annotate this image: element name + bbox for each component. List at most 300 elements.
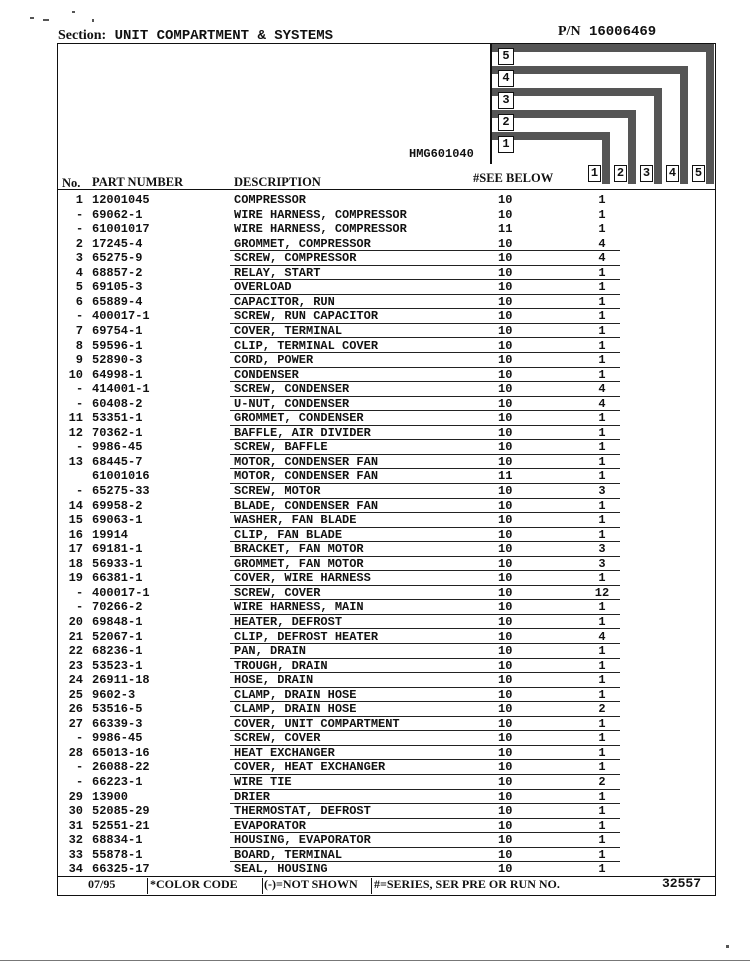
quantity-value: 1 <box>598 513 606 528</box>
section-title: UNIT COMPARTMENT & SYSTEMS <box>114 28 334 44</box>
column-label-3: 3 <box>640 165 653 182</box>
quantity-value: 1 <box>598 716 606 731</box>
table-row <box>0 731 750 746</box>
table-row <box>0 528 750 543</box>
quantity-value: 1 <box>598 673 606 688</box>
part-description: WIRE HARNESS, MAIN <box>234 600 364 615</box>
item-number: 22 <box>68 644 83 659</box>
part-number: 59596-1 <box>92 338 143 353</box>
series-value: 10 <box>498 804 513 819</box>
pn-value: 16006469 <box>588 24 657 40</box>
series-value: 10 <box>498 425 513 440</box>
part-description: GROMMET, FAN MOTOR <box>234 556 364 571</box>
part-number: 69754-1 <box>92 323 143 338</box>
quantity-value: 3 <box>598 542 606 557</box>
item-number: - <box>76 309 84 324</box>
quantity-value: 1 <box>598 687 606 702</box>
series-value: 10 <box>498 658 513 673</box>
column-label-2: 2 <box>614 165 627 182</box>
item-number: - <box>76 207 84 222</box>
table-row <box>0 600 750 615</box>
item-number: 15 <box>68 513 83 528</box>
series-value: 10 <box>498 353 513 368</box>
table-row <box>0 368 750 383</box>
series-value: 10 <box>498 600 513 615</box>
table-row <box>0 673 750 688</box>
quantity-value: 1 <box>598 411 606 426</box>
item-number: 32 <box>68 833 83 848</box>
table-row <box>0 586 750 601</box>
series-value: 10 <box>498 614 513 629</box>
item-number: 26 <box>68 702 83 717</box>
part-number: 66325-17 <box>92 862 150 877</box>
table-row <box>0 266 750 281</box>
item-number: - <box>76 775 84 789</box>
series-value: 10 <box>498 484 513 498</box>
part-number: 66381-1 <box>92 571 143 586</box>
item-number: 28 <box>68 745 83 760</box>
part-description: SCREW, RUN CAPACITOR <box>234 309 379 324</box>
quantity-value: 1 <box>598 847 606 862</box>
item-number: 11 <box>68 411 83 426</box>
item-number: 12 <box>68 425 83 440</box>
quantity-value: 1 <box>598 658 606 673</box>
series-value: 10 <box>498 833 513 848</box>
item-number: 9 <box>75 353 83 368</box>
part-number: 66223-1 <box>92 775 143 789</box>
part-number: 61001017 <box>92 222 150 237</box>
scan-speck <box>30 17 34 19</box>
part-number: 69062-1 <box>92 207 143 222</box>
part-description: EVAPORATOR <box>234 818 307 833</box>
table-row <box>0 295 750 310</box>
part-number: 65275-33 <box>92 484 150 498</box>
item-number: 10 <box>68 367 83 382</box>
part-number: 9986-45 <box>92 440 143 455</box>
table-row <box>0 848 750 863</box>
series-value: 10 <box>498 251 513 266</box>
series-value: 10 <box>498 585 513 600</box>
item-number: - <box>76 731 84 746</box>
part-number: 69105-3 <box>92 280 143 295</box>
table-row <box>0 339 750 354</box>
part-description: COVER, WIRE HARNESS <box>234 571 371 586</box>
item-number: 5 <box>75 280 83 295</box>
part-number-heading <box>558 24 656 40</box>
item-number: - <box>76 396 84 411</box>
series-value: 10 <box>498 498 513 513</box>
table-row <box>0 455 750 470</box>
item-number: 14 <box>68 498 83 513</box>
series-value: 10 <box>498 673 513 688</box>
part-description: SCREW, COVER <box>234 585 321 600</box>
part-number: 400017-1 <box>92 585 150 600</box>
part-description: HEAT EXCHANGER <box>234 745 335 760</box>
part-description: SCREW, CONDENSER <box>234 382 350 397</box>
item-number: 30 <box>68 804 83 819</box>
quantity-value: 1 <box>598 862 606 877</box>
quantity-value: 1 <box>598 527 606 542</box>
part-number: 9602-3 <box>92 687 136 702</box>
quantity-value: 1 <box>598 338 606 353</box>
column-header-series: #SEE BELOW <box>473 171 554 185</box>
part-description: SCREW, COVER <box>234 731 321 746</box>
table-row <box>0 499 750 514</box>
table-row <box>0 557 750 572</box>
part-number: 53351-1 <box>92 411 143 426</box>
part-number: 52890-3 <box>92 353 143 368</box>
part-description: PAN, DRAIN <box>234 644 307 659</box>
table-row <box>0 222 750 237</box>
item-number: - <box>76 222 84 237</box>
part-number: 61001016 <box>92 469 150 484</box>
part-description: WIRE TIE <box>234 775 292 789</box>
item-number: 2 <box>75 236 83 251</box>
part-number: 65013-16 <box>92 745 150 760</box>
quantity-value: 1 <box>598 353 606 368</box>
series-value: 10 <box>498 411 513 426</box>
part-description: CLAMP, DRAIN HOSE <box>234 702 357 717</box>
series-value: 10 <box>498 687 513 702</box>
part-number: 68857-2 <box>92 265 143 280</box>
footer-divider <box>147 878 148 894</box>
part-number: 65275-9 <box>92 251 143 266</box>
series-value: 10 <box>498 527 513 542</box>
item-number: 18 <box>68 556 83 571</box>
series-value: 10 <box>498 556 513 571</box>
part-number: 70362-1 <box>92 425 143 440</box>
quantity-value: 1 <box>598 294 606 309</box>
table-row <box>0 353 750 368</box>
part-description: BRACKET, FAN MOTOR <box>234 542 364 557</box>
part-description: SCREW, BAFFLE <box>234 440 328 455</box>
part-number: 69958-2 <box>92 498 143 513</box>
part-description: OVERLOAD <box>234 280 292 295</box>
item-number: 31 <box>68 818 83 833</box>
item-number: 23 <box>68 658 83 673</box>
table-row <box>0 440 750 455</box>
series-value: 10 <box>498 775 513 789</box>
quantity-value: 1 <box>598 265 606 280</box>
part-description: CORD, POWER <box>234 353 314 368</box>
item-number: 4 <box>75 265 83 280</box>
scan-speck <box>72 11 75 13</box>
series-value: 10 <box>498 745 513 760</box>
table-row <box>0 746 750 761</box>
quantity-value: 4 <box>598 382 606 397</box>
quantity-value: 1 <box>598 600 606 615</box>
part-description: BOARD, TERMINAL <box>234 847 343 862</box>
series-value: 10 <box>498 294 513 309</box>
scan-speck <box>726 945 729 948</box>
series-value: 10 <box>498 338 513 353</box>
part-description: SCREW, MOTOR <box>234 484 321 498</box>
series-value: 10 <box>498 309 513 324</box>
table-row <box>0 688 750 703</box>
series-value: 10 <box>498 193 513 207</box>
series-value: 10 <box>498 367 513 382</box>
item-number: - <box>76 382 84 397</box>
series-value: 10 <box>498 644 513 659</box>
part-description: COVER, TERMINAL <box>234 323 343 338</box>
series-value: 10 <box>498 454 513 469</box>
quantity-value: 1 <box>598 745 606 760</box>
pn-label: P/N <box>558 24 581 39</box>
section-heading <box>58 28 333 44</box>
part-description: DRIER <box>234 789 271 804</box>
part-number: 68834-1 <box>92 833 143 848</box>
part-description: CAPACITOR, RUN <box>234 294 335 309</box>
part-number: 69848-1 <box>92 614 143 629</box>
part-number: 66339-3 <box>92 716 143 731</box>
series-value: 10 <box>498 440 513 455</box>
quantity-value: 1 <box>598 425 606 440</box>
quantity-value: 12 <box>594 585 610 600</box>
footer-divider <box>262 878 263 894</box>
quantity-value: 1 <box>598 818 606 833</box>
column-label-1: 1 <box>588 165 601 182</box>
series-value: 10 <box>498 731 513 746</box>
table-row <box>0 411 750 426</box>
series-value: 10 <box>498 280 513 295</box>
series-value: 10 <box>498 760 513 775</box>
table-row <box>0 717 750 732</box>
quantity-value: 1 <box>598 454 606 469</box>
table-row <box>0 615 750 630</box>
part-number: 68445-7 <box>92 454 143 469</box>
section-label: Section: <box>58 28 107 43</box>
quantity-value: 3 <box>598 556 606 571</box>
item-number: - <box>76 760 84 775</box>
table-row <box>0 251 750 266</box>
table-row <box>0 833 750 848</box>
quantity-value: 1 <box>598 222 606 237</box>
stair-label-5: 5 <box>498 48 514 65</box>
series-value: 10 <box>498 236 513 251</box>
series-value: 10 <box>498 323 513 338</box>
series-value: 10 <box>498 571 513 586</box>
series-value: 11 <box>498 469 513 484</box>
table-row <box>0 630 750 645</box>
quantity-value: 1 <box>598 193 606 207</box>
footer-date: 07/95 <box>88 877 116 891</box>
part-number: 69063-1 <box>92 513 143 528</box>
part-description: THERMOSTAT, DEFROST <box>234 804 371 819</box>
quantity-value: 4 <box>598 236 606 251</box>
table-row <box>0 760 750 775</box>
series-value: 10 <box>498 818 513 833</box>
item-number: - <box>76 600 84 615</box>
quantity-value: 2 <box>598 775 606 789</box>
series-value: 10 <box>498 716 513 731</box>
column-header-no: No. <box>62 176 81 190</box>
part-description: MOTOR, CONDENSER FAN <box>234 454 379 469</box>
quantity-value: 1 <box>598 323 606 338</box>
part-description: MOTOR, CONDENSER FAN <box>234 469 379 484</box>
item-number: 20 <box>68 614 83 629</box>
quantity-value: 1 <box>598 207 606 222</box>
part-description: GROMMET, CONDENSER <box>234 411 364 426</box>
table-row <box>0 571 750 586</box>
series-value: 10 <box>498 702 513 717</box>
part-number: 52085-29 <box>92 804 150 819</box>
stair-label-4: 4 <box>498 70 514 87</box>
part-description: GROMMET, COMPRESSOR <box>234 236 371 251</box>
part-description: COMPRESSOR <box>234 193 307 207</box>
quantity-value: 1 <box>598 309 606 324</box>
part-number: 65889-4 <box>92 294 143 309</box>
table-row <box>0 426 750 441</box>
series-value: 10 <box>498 862 513 877</box>
table-row <box>0 513 750 528</box>
table-row <box>0 324 750 339</box>
table-row <box>0 309 750 324</box>
quantity-value: 1 <box>598 789 606 804</box>
item-number: 33 <box>68 847 83 862</box>
part-number: 52551-21 <box>92 818 150 833</box>
series-value: 10 <box>498 382 513 397</box>
table-row <box>0 659 750 674</box>
part-description: HOSE, DRAIN <box>234 673 314 688</box>
stair-label-2: 2 <box>498 114 514 131</box>
part-number: 55878-1 <box>92 847 143 862</box>
table-row <box>0 484 750 499</box>
quantity-value: 1 <box>598 367 606 382</box>
part-number: 70266-2 <box>92 600 143 615</box>
part-description: CLIP, TERMINAL COVER <box>234 338 379 353</box>
part-number: 52067-1 <box>92 629 143 644</box>
table-row <box>0 208 750 223</box>
part-number: 68236-1 <box>92 644 143 659</box>
table-row <box>0 237 750 252</box>
footer-divider <box>371 878 372 894</box>
part-number: 60408-2 <box>92 396 143 411</box>
page-bottom-rule <box>0 960 750 961</box>
table-row <box>0 280 750 295</box>
part-description: HEATER, DEFROST <box>234 614 343 629</box>
item-number: 6 <box>75 294 83 309</box>
part-number: 64998-1 <box>92 367 143 382</box>
part-number: 12001045 <box>92 193 150 207</box>
quantity-value: 1 <box>598 760 606 775</box>
item-number: 25 <box>68 687 83 702</box>
item-number: - <box>76 440 84 455</box>
part-number: 53523-1 <box>92 658 143 673</box>
part-description: HOUSING, EVAPORATOR <box>234 833 371 848</box>
series-value: 10 <box>498 847 513 862</box>
quantity-value: 1 <box>598 440 606 455</box>
table-row <box>0 382 750 397</box>
item-number: 27 <box>68 716 83 731</box>
footer-not-shown: (-)=NOT SHOWN <box>264 877 358 891</box>
part-number: 400017-1 <box>92 309 150 324</box>
table-row <box>0 542 750 557</box>
series-value: 10 <box>498 789 513 804</box>
stair-label-3: 3 <box>498 92 514 109</box>
table-row <box>0 804 750 819</box>
item-number: 13 <box>68 454 83 469</box>
item-number: 19 <box>68 571 83 586</box>
item-number: 24 <box>68 673 83 688</box>
quantity-value: 1 <box>598 571 606 586</box>
quantity-value: 1 <box>598 498 606 513</box>
table-row <box>0 702 750 717</box>
item-number: 8 <box>75 338 83 353</box>
item-number: 29 <box>68 789 83 804</box>
column-header-description: DESCRIPTION <box>234 175 321 189</box>
part-description: COVER, HEAT EXCHANGER <box>234 760 386 775</box>
quantity-value: 4 <box>598 251 606 266</box>
quantity-value: 4 <box>598 396 606 411</box>
part-number: 56933-1 <box>92 556 143 571</box>
table-row <box>0 193 750 208</box>
series-value: 10 <box>498 513 513 528</box>
part-description: RELAY, START <box>234 265 321 280</box>
part-number: 19914 <box>92 527 129 542</box>
stair-left-edge <box>490 44 492 164</box>
series-value: 10 <box>498 542 513 557</box>
quantity-value: 3 <box>598 484 606 498</box>
model-number: HMG601040 <box>409 147 474 161</box>
footer-series-note: #=SERIES, SER PRE OR RUN NO. <box>374 877 560 891</box>
part-description: SCREW, COMPRESSOR <box>234 251 357 266</box>
part-description: CONDENSER <box>234 367 299 382</box>
quantity-value: 1 <box>598 731 606 746</box>
part-description: CLIP, FAN BLADE <box>234 527 343 542</box>
column-header-part-number: PART NUMBER <box>92 175 184 189</box>
quantity-value: 1 <box>598 833 606 848</box>
item-number: 7 <box>75 323 83 338</box>
part-description: COVER, UNIT COMPARTMENT <box>234 716 400 731</box>
document-number: 32557 <box>662 876 702 891</box>
part-description: SEAL, HOUSING <box>234 862 328 877</box>
series-value: 11 <box>498 222 513 237</box>
footer-color-code: *COLOR CODE <box>150 877 238 891</box>
item-number: 1 <box>75 193 83 207</box>
table-row <box>0 819 750 834</box>
part-number: 26911-18 <box>92 673 150 688</box>
part-description: CLAMP, DRAIN HOSE <box>234 687 357 702</box>
part-description: BAFFLE, AIR DIVIDER <box>234 425 371 440</box>
series-value: 10 <box>498 629 513 644</box>
scan-speck <box>43 19 49 21</box>
part-description: U-NUT, CONDENSER <box>234 396 350 411</box>
table-row <box>0 644 750 659</box>
part-description: CLIP, DEFROST HEATER <box>234 629 379 644</box>
item-number: 3 <box>75 251 83 266</box>
part-number: 17245-4 <box>92 236 143 251</box>
item-number: - <box>76 484 84 498</box>
part-number: 9986-45 <box>92 731 143 746</box>
part-number: 26088-22 <box>92 760 150 775</box>
part-description: BLADE, CONDENSER FAN <box>234 498 379 513</box>
part-description: TROUGH, DRAIN <box>234 658 328 673</box>
quantity-value: 1 <box>598 614 606 629</box>
part-number: 13900 <box>92 789 129 804</box>
item-number: 34 <box>68 862 83 877</box>
part-description: WASHER, FAN BLADE <box>234 513 357 528</box>
quantity-value: 1 <box>598 644 606 659</box>
quantity-value: 1 <box>598 804 606 819</box>
series-value: 10 <box>498 265 513 280</box>
series-value: 10 <box>498 396 513 411</box>
table-row <box>0 397 750 412</box>
quantity-value: 1 <box>598 469 606 484</box>
part-description: WIRE HARNESS, COMPRESSOR <box>234 207 407 222</box>
table-row <box>0 469 750 484</box>
table-row <box>0 775 750 790</box>
scan-speck <box>92 19 94 22</box>
